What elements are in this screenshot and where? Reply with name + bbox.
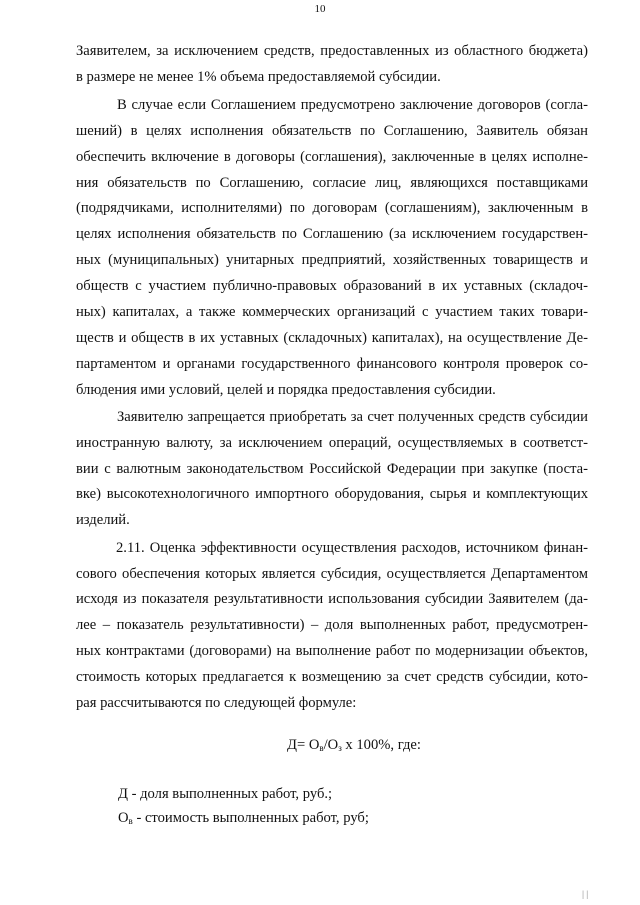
text-line: шений) в целях исполнения обязательств по Соглашению, Заявитель обязан — [76, 123, 588, 139]
definition-symbol: О — [118, 810, 129, 826]
text-line: обеспечить включение в договоры (соглашения), заключенные в целях исполне- — [76, 149, 588, 165]
text-line: вке) высокотехнологичного импортного оборудования, сырья и комплектующих — [76, 486, 588, 502]
text-line: Заявителем, за исключением средств, предоставленных из областного бюджета) — [76, 43, 588, 59]
formula-prefix: Д= О — [287, 737, 320, 753]
text-line: ществ и обществ в их уставных (складочных) капиталах), на осуществление Де- — [76, 330, 588, 346]
footer-mark: | | — [582, 889, 588, 899]
definition-d — [118, 785, 332, 803]
formula-subscript-z: з — [338, 743, 342, 753]
text-line: исходя из показателя результативности использования субсидии Заявителем (да- — [76, 591, 588, 607]
text-line: блюдения ими условий, целей и порядка предоставления субсидии. — [76, 382, 496, 398]
text-line: сового обеспечения которых является субсидия, осуществляется Департаментом — [76, 566, 588, 582]
text-line: рая рассчитываются по следующей формуле: — [76, 695, 357, 711]
formula — [287, 736, 421, 754]
text-line: изделий. — [76, 512, 130, 528]
definition-text: - стоимость выполненных работ, руб; — [132, 810, 369, 826]
text-line: В случае если Соглашением предусмотрено заключение договоров (согла- — [117, 97, 588, 113]
text-line: ных) капиталах, а также коммерческих организаций с участием таких товари- — [76, 304, 588, 320]
text-line: 2.11. Оценка эффективности осуществления расходов, источником финан- — [116, 540, 588, 556]
text-line: вии с валютным законодательством Российской Федерации при закупке (поста- — [76, 461, 588, 477]
text-line: лее – показатель результативности) – доля выполненных работ, предусмотрен- — [76, 617, 588, 633]
text-line: в размере не менее 1% объема предоставляемой субсидии. — [76, 69, 441, 85]
text-line: (подрядчиками, исполнителями) по договорам (соглашениям), заключенным в — [76, 200, 588, 216]
definition-subscript: в — [128, 816, 133, 826]
page-number: 10 — [314, 3, 326, 15]
text-line: стоимость которых предлагается к возмещению за счет средств субсидии, кото- — [76, 669, 588, 685]
text-line: ния обязательств по Соглашению, согласие лиц, являющихся поставщиками — [76, 175, 588, 191]
text-line: партаментом и органами государственного финансового контроля проверок со- — [76, 356, 588, 372]
definition-symbol: Д — [118, 786, 128, 802]
text-line: иностранную валюту, за исключением операций, осуществляемых в соответст- — [76, 435, 588, 451]
formula-divider: /О — [323, 737, 339, 753]
text-line: ных (муниципальных) унитарных предприятий, хозяйственных товариществ и — [76, 252, 588, 268]
definition-ov — [118, 809, 369, 827]
text-line: обществ с участием публично-правовых образований в их уставных (складоч- — [76, 278, 588, 294]
definition-text: - доля выполненных работ, руб.; — [127, 786, 333, 802]
text-line: ных контрактами (договорами) на выполнение работ по модернизации объектов, — [76, 643, 588, 659]
formula-suffix: х 100%, где: — [341, 737, 421, 753]
text-line: целях исполнения обязательств по Соглашению (за исключением государствен- — [76, 226, 588, 242]
text-line: Заявителю запрещается приобретать за счет полученных средств субсидии — [117, 409, 588, 425]
formula-subscript-v: в — [319, 743, 324, 753]
